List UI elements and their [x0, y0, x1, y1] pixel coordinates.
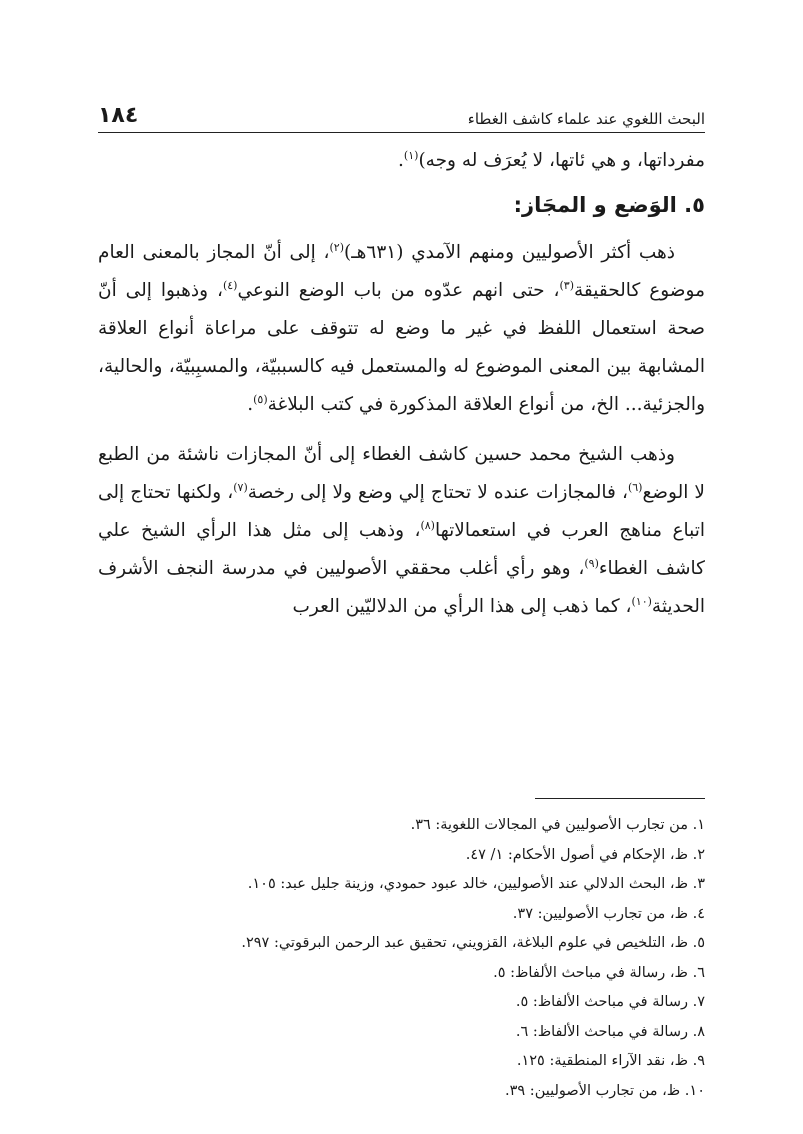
- footnote-item: ٤. ظ، من تجارب الأصوليين: ٣٧.: [512, 905, 705, 922]
- footnote-ref: (١): [403, 148, 419, 162]
- continued-text: مفرداتها، و هي ئاتها، لا يُعرَف له وجه): [418, 150, 705, 171]
- paragraph-text: ذهب أكثر الأصوليين ومنهم الآمدي (٦٣١هـ): [344, 242, 675, 263]
- footnote-item: ٧. رسالة في مباحث الألفاظ: ٥.: [515, 994, 705, 1010]
- running-title: البحث اللغوي عند علماء كاشف الغطاء: [467, 110, 705, 128]
- footnote-ref: (٨): [420, 518, 435, 532]
- footnote-item: ٣. ظ، البحث الدلالي عند الأصوليين، خالد عبود حمودي، وزينة جليل عبد: ١٠٥.: [247, 876, 705, 892]
- continued-line: [98, 142, 705, 180]
- paragraph-text: ، كما ذهب إلى هذا الرأي من الدلاليّين العرب: [292, 596, 632, 617]
- footnote-ref: (٢): [329, 240, 344, 254]
- paragraph-text: ، فالمجازات عنده لا تحتاج إلي وضع ولا إلى رخصة: [247, 482, 628, 503]
- paragraph-1: [98, 234, 705, 424]
- footnote-list: [98, 809, 705, 1106]
- paragraph-text: ، حتى انهم عدّوه من باب الوضع النوعي: [237, 280, 560, 301]
- section-heading: ٥. الوَضع و المجَاز:: [513, 193, 705, 217]
- footnote-item: ١٠. ظ، من تجارب الأصوليين: ٣٩.: [505, 1082, 705, 1099]
- paragraph-2: [98, 436, 705, 626]
- main-text: [98, 142, 705, 626]
- footnote-item: ٥. ظ، التلخيص في علوم البلاغة، القزويني، تحقيق عبد الرحمن البرقوتي: ٢٩٧.: [241, 935, 705, 951]
- footnote-item: ٨. رسالة في مباحث الألفاظ: ٦.: [515, 1023, 705, 1040]
- footnote-ref: (٤): [222, 278, 238, 292]
- footnote-item: ٩. ظ، نقد الآراء المنطقية: ١٢٥.: [516, 1053, 705, 1069]
- continued-text-end: .: [398, 150, 404, 171]
- footnote-ref: (٣): [559, 278, 575, 292]
- paragraph-text: .: [247, 394, 254, 415]
- footnote-ref: (٩): [584, 556, 599, 570]
- page-header: [98, 94, 705, 133]
- paragraph-text: ، إلى أنّ المجاز بالمعنى العام موضوع كالحقيقة: [98, 242, 705, 301]
- footnote-item: ١. من تجارب الأصوليين في المجالات اللغوية: ٣٦.: [410, 817, 705, 833]
- paragraph-text: ، وهو رأي أغلب محققي الأصوليين في مدرسة النجف الأشرف الحديثة: [98, 558, 705, 617]
- page-number: ١٨٤: [98, 103, 139, 128]
- footnotes-section: [98, 798, 705, 1106]
- footnote-ref: (٥): [253, 392, 268, 406]
- footnote-item: ٢. ظ، الإحكام في أصول الأحكام: ١/ ٤٧.: [465, 846, 705, 863]
- paragraph-text: ، وذهب إلى مثل هذا الرأي الشيخ علي كاشف الغطاء: [98, 520, 705, 579]
- footnote-ref: (١٠): [631, 594, 652, 608]
- paragraph-text: ، ولكنها تحتاج إلى اتباع مناهج العرب في استعمالاتها: [98, 482, 706, 541]
- footnote-ref: (٧): [233, 480, 248, 494]
- footnote-separator: [535, 798, 705, 799]
- paragraph-text: ، وذهبوا إلى أنّ صحة استعمال اللفظ في غير ما وضع له تتوقف على مراعاة أنواع العلاقة المشابهة بين المعنى الموضوع له والمستعمل فيه كالسببيّة، والمسبِبيّة، والحالية، والجزئية... الخ، من أنواع العلاقة المذكورة في كتب البلاغة: [98, 280, 705, 415]
- footnote-ref: (٦): [627, 480, 643, 494]
- paragraph-text: وذهب الشيخ محمد حسين كاشف الغطاء إلى أنّ المجازات ناشئة من الطبع لا الوضع: [98, 444, 705, 503]
- footnote-item: ٦. ظ، رسالة في مباحث الألفاظ: ٥.: [493, 964, 705, 981]
